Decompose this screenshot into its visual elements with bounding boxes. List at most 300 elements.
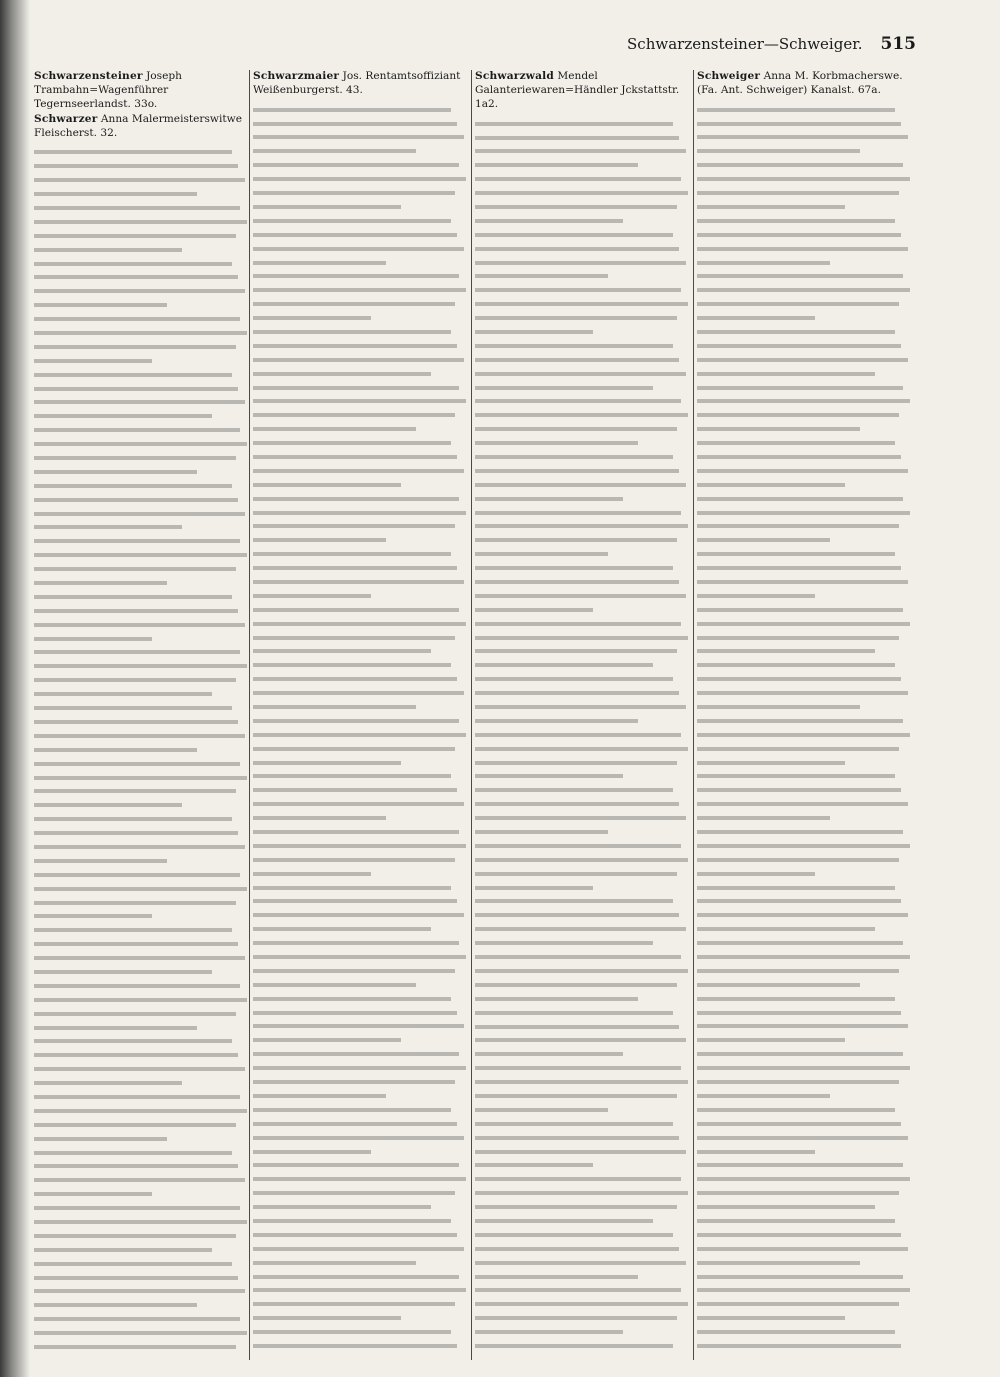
untranscribed-line bbox=[34, 734, 245, 738]
untranscribed-line bbox=[697, 1038, 845, 1042]
untranscribed-line bbox=[475, 927, 686, 931]
untranscribed-line bbox=[475, 163, 638, 167]
entry-text: Anna M. Korbmacherswe. (Fa. Ant. Schweiger) Kanalst. 67a. bbox=[697, 70, 903, 96]
untranscribed-line bbox=[253, 1247, 464, 1251]
untranscribed-line bbox=[697, 1150, 815, 1154]
untranscribed-line bbox=[697, 149, 860, 153]
untranscribed-line bbox=[253, 1080, 455, 1084]
untranscribed-line bbox=[34, 1053, 238, 1057]
untranscribed-line bbox=[697, 344, 901, 348]
untranscribed-line bbox=[253, 1233, 457, 1237]
untranscribed-line bbox=[697, 372, 875, 376]
untranscribed-line bbox=[475, 261, 686, 265]
untranscribed-line bbox=[697, 566, 901, 570]
untranscribed-line bbox=[253, 302, 455, 306]
entry-headword: Schwarzmaier bbox=[253, 70, 340, 82]
untranscribed-line bbox=[697, 872, 815, 876]
untranscribed-line bbox=[34, 984, 240, 988]
untranscribed-line bbox=[475, 1247, 679, 1251]
untranscribed-line bbox=[34, 581, 167, 585]
untranscribed-line bbox=[475, 219, 623, 223]
untranscribed-line bbox=[475, 983, 677, 987]
untranscribed-line bbox=[697, 469, 908, 473]
untranscribed-line bbox=[253, 497, 459, 501]
untranscribed-line bbox=[253, 1177, 466, 1181]
untranscribed-line bbox=[253, 1108, 451, 1112]
directory-entry bbox=[253, 70, 468, 98]
untranscribed-line bbox=[697, 122, 901, 126]
untranscribed-line bbox=[34, 831, 238, 835]
column-rule bbox=[693, 70, 694, 1360]
untranscribed-text-block bbox=[475, 122, 690, 1348]
untranscribed-line bbox=[475, 997, 638, 1001]
untranscribed-line bbox=[475, 538, 677, 542]
untranscribed-line bbox=[475, 122, 673, 126]
untranscribed-line bbox=[697, 997, 895, 1001]
untranscribed-line bbox=[34, 539, 240, 543]
untranscribed-line bbox=[475, 1177, 681, 1181]
untranscribed-line bbox=[34, 817, 232, 821]
untranscribed-line bbox=[253, 427, 416, 431]
untranscribed-line bbox=[697, 913, 908, 917]
untranscribed-line bbox=[34, 317, 240, 321]
untranscribed-line bbox=[253, 816, 386, 820]
untranscribed-line bbox=[697, 816, 830, 820]
untranscribed-line bbox=[697, 1163, 903, 1167]
untranscribed-line bbox=[475, 1011, 673, 1015]
untranscribed-line bbox=[697, 413, 899, 417]
untranscribed-line bbox=[697, 302, 899, 306]
untranscribed-line bbox=[475, 719, 638, 723]
untranscribed-line bbox=[697, 1288, 910, 1292]
untranscribed-line bbox=[475, 1066, 681, 1070]
untranscribed-line bbox=[697, 663, 895, 667]
untranscribed-line bbox=[34, 387, 238, 391]
untranscribed-line bbox=[253, 955, 466, 959]
untranscribed-line bbox=[697, 358, 908, 362]
untranscribed-line bbox=[34, 748, 197, 752]
untranscribed-line bbox=[253, 761, 401, 765]
untranscribed-line bbox=[697, 455, 901, 459]
untranscribed-line bbox=[697, 955, 910, 959]
untranscribed-line bbox=[34, 1109, 247, 1113]
untranscribed-line bbox=[253, 969, 455, 973]
page-number: 515 bbox=[880, 34, 916, 54]
untranscribed-line bbox=[697, 858, 899, 862]
untranscribed-line bbox=[34, 553, 247, 557]
untranscribed-line bbox=[475, 747, 688, 751]
directory-column-3 bbox=[475, 70, 690, 1370]
untranscribed-line bbox=[475, 177, 681, 181]
untranscribed-line bbox=[34, 400, 245, 404]
untranscribed-line bbox=[475, 1052, 623, 1056]
untranscribed-line bbox=[253, 1205, 431, 1209]
untranscribed-line bbox=[475, 1344, 673, 1348]
untranscribed-line bbox=[475, 844, 681, 848]
untranscribed-line bbox=[253, 927, 431, 931]
untranscribed-text-block bbox=[34, 150, 249, 1349]
untranscribed-line bbox=[34, 1248, 212, 1252]
directory-column-4 bbox=[697, 70, 912, 1370]
untranscribed-line bbox=[475, 677, 673, 681]
untranscribed-line bbox=[34, 289, 245, 293]
untranscribed-line bbox=[34, 692, 212, 696]
untranscribed-line bbox=[475, 1150, 686, 1154]
untranscribed-line bbox=[697, 691, 908, 695]
untranscribed-line bbox=[253, 705, 416, 709]
untranscribed-line bbox=[697, 844, 910, 848]
untranscribed-line bbox=[253, 135, 464, 139]
untranscribed-line bbox=[253, 1261, 416, 1265]
untranscribed-line bbox=[34, 998, 247, 1002]
entry-headword: Schwarzwald bbox=[475, 70, 554, 82]
untranscribed-line bbox=[34, 567, 236, 571]
untranscribed-line bbox=[475, 316, 677, 320]
untranscribed-line bbox=[34, 901, 236, 905]
untranscribed-line bbox=[475, 1136, 679, 1140]
untranscribed-line bbox=[475, 1330, 623, 1334]
untranscribed-line bbox=[475, 386, 653, 390]
untranscribed-line bbox=[697, 1316, 845, 1320]
untranscribed-line bbox=[475, 483, 686, 487]
untranscribed-line bbox=[475, 649, 677, 653]
untranscribed-line bbox=[34, 470, 197, 474]
untranscribed-line bbox=[475, 455, 673, 459]
untranscribed-line bbox=[34, 150, 232, 154]
binding-gutter-shadow bbox=[0, 0, 30, 1377]
untranscribed-line bbox=[34, 414, 212, 418]
untranscribed-line bbox=[697, 774, 895, 778]
untranscribed-line bbox=[697, 1191, 899, 1195]
untranscribed-line bbox=[475, 247, 679, 251]
untranscribed-line bbox=[34, 1345, 236, 1349]
untranscribed-line bbox=[697, 330, 895, 334]
untranscribed-line bbox=[697, 1233, 901, 1237]
untranscribed-line bbox=[697, 580, 908, 584]
untranscribed-line bbox=[475, 136, 679, 140]
untranscribed-line bbox=[253, 1316, 401, 1320]
untranscribed-line bbox=[253, 219, 451, 223]
untranscribed-line bbox=[697, 511, 910, 515]
untranscribed-line bbox=[34, 595, 232, 599]
untranscribed-line bbox=[34, 498, 238, 502]
untranscribed-line bbox=[475, 1302, 688, 1306]
untranscribed-line bbox=[34, 762, 240, 766]
untranscribed-line bbox=[697, 1024, 908, 1028]
entry-text: Mendel Galanteriewaren=Händler Jckstattstr. 1a2. bbox=[475, 70, 680, 110]
untranscribed-line bbox=[253, 983, 416, 987]
untranscribed-line bbox=[34, 1081, 182, 1085]
untranscribed-line bbox=[697, 747, 899, 751]
entry-text: Joseph Trambahn=Wagenführer Tegernseerlandst. 33o. bbox=[34, 70, 182, 110]
untranscribed-line bbox=[475, 1080, 688, 1084]
untranscribed-line bbox=[34, 1317, 240, 1321]
untranscribed-line bbox=[34, 220, 247, 224]
untranscribed-line bbox=[475, 1094, 677, 1098]
untranscribed-line bbox=[34, 428, 240, 432]
untranscribed-line bbox=[34, 359, 152, 363]
untranscribed-line bbox=[475, 969, 688, 973]
untranscribed-line bbox=[253, 1122, 457, 1126]
directory-entry bbox=[475, 70, 690, 112]
untranscribed-line bbox=[475, 1205, 677, 1209]
untranscribed-line bbox=[475, 205, 677, 209]
untranscribed-line bbox=[475, 774, 623, 778]
untranscribed-line bbox=[34, 164, 238, 168]
untranscribed-line bbox=[253, 1275, 459, 1279]
untranscribed-line bbox=[253, 580, 464, 584]
directory-entry bbox=[34, 113, 249, 141]
untranscribed-line bbox=[253, 552, 451, 556]
untranscribed-line bbox=[253, 788, 457, 792]
untranscribed-line bbox=[697, 524, 899, 528]
untranscribed-line bbox=[34, 1178, 245, 1182]
untranscribed-line bbox=[34, 803, 182, 807]
untranscribed-line bbox=[34, 928, 232, 932]
untranscribed-line bbox=[253, 997, 451, 1001]
untranscribed-line bbox=[475, 1122, 673, 1126]
untranscribed-line bbox=[34, 956, 245, 960]
running-header bbox=[627, 34, 916, 56]
untranscribed-line bbox=[697, 1080, 899, 1084]
untranscribed-line bbox=[697, 441, 895, 445]
untranscribed-line bbox=[697, 538, 830, 542]
untranscribed-line bbox=[475, 802, 679, 806]
untranscribed-line bbox=[253, 733, 466, 737]
untranscribed-line bbox=[697, 497, 903, 501]
untranscribed-line bbox=[34, 345, 236, 349]
untranscribed-line bbox=[253, 872, 371, 876]
untranscribed-line bbox=[697, 177, 910, 181]
untranscribed-line bbox=[475, 788, 673, 792]
untranscribed-line bbox=[475, 427, 677, 431]
untranscribed-line bbox=[253, 1302, 455, 1306]
untranscribed-line bbox=[697, 899, 901, 903]
untranscribed-line bbox=[34, 845, 245, 849]
untranscribed-line bbox=[34, 1026, 197, 1030]
untranscribed-line bbox=[253, 483, 401, 487]
untranscribed-line bbox=[697, 108, 895, 112]
untranscribed-line bbox=[253, 1052, 459, 1056]
untranscribed-line bbox=[253, 622, 466, 626]
untranscribed-line bbox=[697, 1302, 899, 1306]
entry-text: Jos. Rentamtsoffiziant Weißenburgerst. 43. bbox=[253, 70, 461, 96]
untranscribed-line bbox=[253, 830, 459, 834]
untranscribed-line bbox=[34, 178, 245, 182]
untranscribed-line bbox=[475, 358, 679, 362]
untranscribed-line bbox=[697, 1261, 860, 1265]
untranscribed-line bbox=[34, 442, 247, 446]
untranscribed-line bbox=[34, 1164, 238, 1168]
untranscribed-line bbox=[253, 399, 466, 403]
untranscribed-line bbox=[475, 1219, 653, 1223]
untranscribed-line bbox=[34, 1123, 236, 1127]
untranscribed-line bbox=[475, 1233, 673, 1237]
untranscribed-line bbox=[475, 816, 686, 820]
untranscribed-line bbox=[253, 1219, 451, 1223]
untranscribed-line bbox=[697, 941, 903, 945]
untranscribed-line bbox=[253, 177, 466, 181]
untranscribed-line bbox=[697, 608, 903, 612]
untranscribed-line bbox=[34, 456, 236, 460]
untranscribed-line bbox=[697, 288, 910, 292]
untranscribed-line bbox=[253, 566, 457, 570]
untranscribed-line bbox=[697, 719, 903, 723]
untranscribed-line bbox=[697, 830, 903, 834]
untranscribed-line bbox=[34, 1234, 236, 1238]
untranscribed-line bbox=[253, 1136, 464, 1140]
untranscribed-line bbox=[253, 330, 451, 334]
untranscribed-line bbox=[34, 248, 182, 252]
untranscribed-line bbox=[253, 358, 464, 362]
untranscribed-line bbox=[475, 663, 653, 667]
untranscribed-line bbox=[475, 1038, 686, 1042]
untranscribed-line bbox=[253, 372, 431, 376]
untranscribed-line bbox=[34, 887, 247, 891]
untranscribed-line bbox=[34, 262, 232, 266]
untranscribed-line bbox=[475, 872, 677, 876]
untranscribed-line bbox=[697, 886, 895, 890]
untranscribed-line bbox=[697, 1136, 908, 1140]
untranscribed-line bbox=[253, 802, 464, 806]
untranscribed-line bbox=[697, 427, 860, 431]
untranscribed-line bbox=[697, 163, 903, 167]
untranscribed-line bbox=[34, 970, 212, 974]
directory-column-2 bbox=[253, 70, 468, 1370]
untranscribed-line bbox=[475, 899, 673, 903]
untranscribed-line bbox=[34, 331, 247, 335]
untranscribed-line bbox=[253, 636, 455, 640]
untranscribed-line bbox=[475, 566, 673, 570]
untranscribed-line bbox=[475, 1288, 681, 1292]
untranscribed-line bbox=[475, 552, 608, 556]
untranscribed-line bbox=[697, 594, 815, 598]
untranscribed-line bbox=[253, 844, 466, 848]
untranscribed-line bbox=[475, 830, 608, 834]
untranscribed-line bbox=[253, 386, 459, 390]
untranscribed-line bbox=[697, 1205, 875, 1209]
untranscribed-line bbox=[697, 1052, 903, 1056]
untranscribed-line bbox=[253, 261, 386, 265]
untranscribed-line bbox=[697, 1108, 895, 1112]
untranscribed-line bbox=[475, 913, 679, 917]
untranscribed-line bbox=[34, 1095, 240, 1099]
untranscribed-line bbox=[253, 163, 459, 167]
untranscribed-line bbox=[697, 1275, 903, 1279]
untranscribed-line bbox=[475, 1261, 686, 1265]
untranscribed-line bbox=[34, 1012, 236, 1016]
untranscribed-line bbox=[34, 942, 238, 946]
untranscribed-line bbox=[697, 219, 895, 223]
untranscribed-line bbox=[253, 1288, 466, 1292]
untranscribed-line bbox=[34, 1067, 245, 1071]
untranscribed-line bbox=[475, 399, 681, 403]
entry-headword: Schwarzer bbox=[34, 112, 98, 125]
untranscribed-line bbox=[253, 469, 464, 473]
untranscribed-line bbox=[475, 1275, 638, 1279]
untranscribed-line bbox=[34, 512, 245, 516]
untranscribed-line bbox=[34, 303, 167, 307]
untranscribed-line bbox=[253, 649, 431, 653]
untranscribed-line bbox=[253, 274, 459, 278]
untranscribed-line bbox=[253, 1024, 464, 1028]
untranscribed-line bbox=[697, 733, 910, 737]
untranscribed-line bbox=[697, 552, 895, 556]
untranscribed-line bbox=[34, 525, 182, 529]
untranscribed-line bbox=[253, 316, 371, 320]
untranscribed-line bbox=[253, 511, 466, 515]
untranscribed-line bbox=[475, 1316, 677, 1320]
running-title: Schwarzensteiner—Schweiger. bbox=[627, 35, 863, 53]
untranscribed-line bbox=[475, 886, 593, 890]
untranscribed-line bbox=[34, 1262, 232, 1266]
untranscribed-line bbox=[253, 1330, 451, 1334]
untranscribed-line bbox=[34, 623, 245, 627]
untranscribed-line bbox=[34, 1276, 238, 1280]
untranscribed-line bbox=[697, 1330, 895, 1334]
untranscribed-line bbox=[475, 691, 679, 695]
untranscribed-line bbox=[475, 580, 679, 584]
untranscribed-line bbox=[253, 899, 457, 903]
untranscribed-line bbox=[475, 441, 638, 445]
column-rule bbox=[471, 70, 472, 1360]
untranscribed-line bbox=[475, 1108, 608, 1112]
untranscribed-line bbox=[697, 399, 910, 403]
untranscribed-line bbox=[34, 859, 167, 863]
untranscribed-line bbox=[697, 1011, 901, 1015]
entry-text: Anna Malermeisterswitwe Fleischerst. 32. bbox=[34, 112, 242, 139]
untranscribed-line bbox=[697, 247, 908, 251]
untranscribed-line bbox=[697, 1066, 910, 1070]
entry-headword: Schwarzensteiner bbox=[34, 70, 143, 82]
untranscribed-line bbox=[697, 316, 815, 320]
untranscribed-line bbox=[34, 637, 152, 641]
untranscribed-line bbox=[697, 802, 908, 806]
untranscribed-line bbox=[253, 886, 451, 890]
untranscribed-line bbox=[253, 1344, 457, 1348]
untranscribed-line bbox=[253, 205, 401, 209]
untranscribed-line bbox=[34, 678, 236, 682]
untranscribed-line bbox=[697, 649, 875, 653]
untranscribed-line bbox=[697, 983, 860, 987]
untranscribed-line bbox=[697, 233, 901, 237]
untranscribed-line bbox=[253, 663, 451, 667]
untranscribed-line bbox=[253, 913, 464, 917]
untranscribed-line bbox=[475, 608, 593, 612]
untranscribed-line bbox=[697, 1122, 901, 1126]
untranscribed-line bbox=[697, 1344, 901, 1348]
untranscribed-line bbox=[475, 594, 686, 598]
untranscribed-line bbox=[475, 233, 673, 237]
untranscribed-line bbox=[697, 1094, 830, 1098]
untranscribed-line bbox=[697, 761, 845, 765]
untranscribed-line bbox=[34, 720, 238, 724]
untranscribed-line bbox=[475, 413, 688, 417]
untranscribed-line bbox=[697, 261, 830, 265]
untranscribed-line bbox=[253, 247, 464, 251]
untranscribed-line bbox=[34, 1220, 247, 1224]
untranscribed-line bbox=[697, 386, 903, 390]
untranscribed-line bbox=[253, 691, 464, 695]
untranscribed-line bbox=[34, 1137, 167, 1141]
untranscribed-line bbox=[253, 413, 455, 417]
untranscribed-line bbox=[475, 274, 608, 278]
untranscribed-text-block bbox=[253, 108, 468, 1348]
untranscribed-line bbox=[697, 1247, 908, 1251]
untranscribed-line bbox=[34, 373, 232, 377]
untranscribed-line bbox=[475, 511, 681, 515]
untranscribed-line bbox=[475, 941, 653, 945]
